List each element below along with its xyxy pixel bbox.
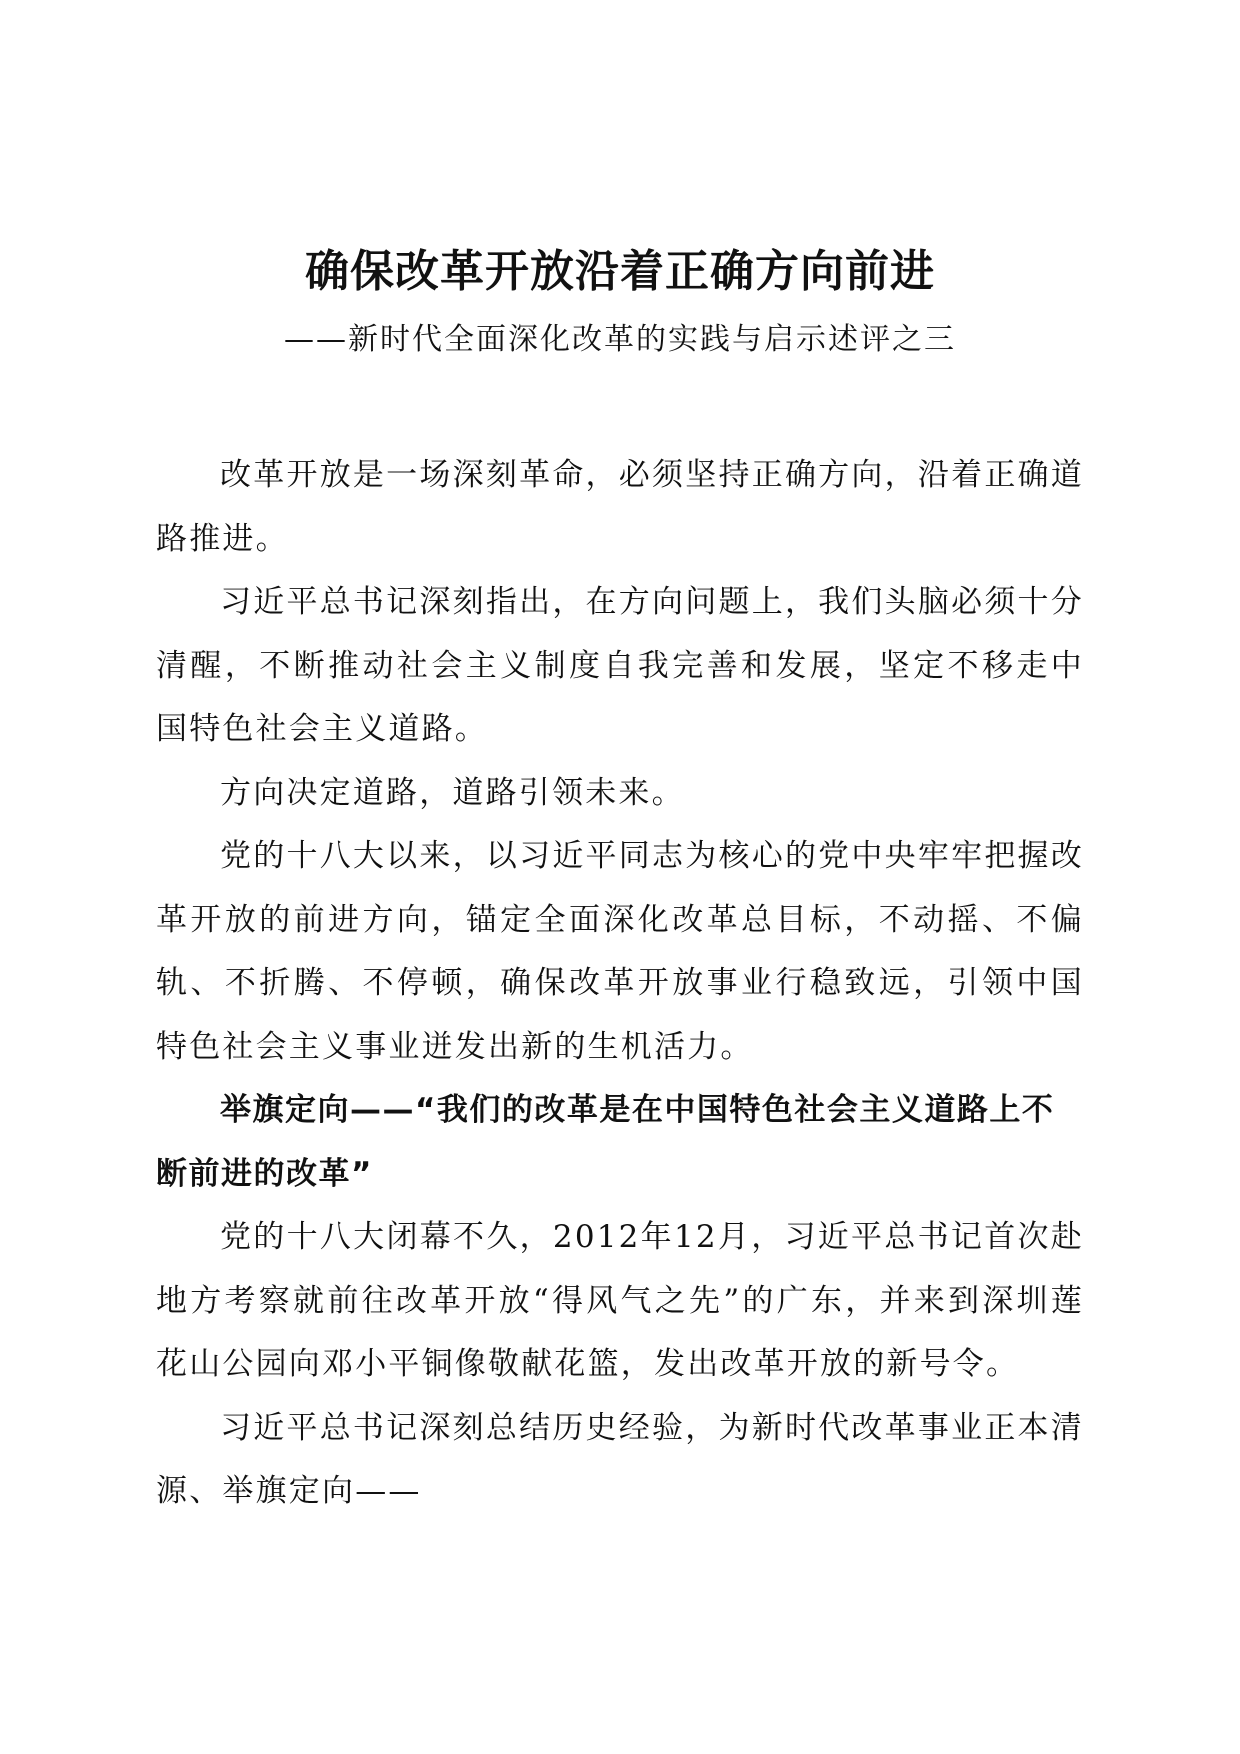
paragraph: 党的十八大以来，以习近平同志为核心的党中央牢牢把握改革开放的前进方向，锚定全面深化改革总目标，不动摇、不偏轨、不折腾、不停顿，确保改革开放事业行稳致远，引领中国特色社会主义事业迸发出新的生机活力。 [156,838,1084,1065]
paragraph: 习近平总书记深刻指出，在方向问题上，我们头脑必须十分清醒，不断推动社会主义制度自我完善和发展，坚定不移走中国特色社会主义道路。 [156,584,1084,747]
section-heading: 举旗定向——“我们的改革是在中国特色社会主义道路上不断前进的改革” [156,1092,1055,1192]
document-title: 确保改革开放沿着正确方向前进 [305,246,935,297]
paragraph: 习近平总书记深刻总结历史经验，为新时代改革事业正本清源、举旗定向—— [156,1409,1084,1509]
paragraph: 改革开放是一场深刻革命，必须坚持正确方向，沿着正确道路推进。 [156,457,1084,557]
document-subtitle: ——新时代全面深化改革的实践与启示述评之三 [284,322,956,357]
paragraph: 党的十八大闭幕不久，2012年12月，习近平总书记首次赴地方考察就前往改革开放“得风气之先”的广东，并来到深圳莲花山公园向邓小平铜像敬献花篮，发出改革开放的新号令。 [156,1219,1084,1382]
paragraph: 方向决定道路，道路引领未来。 [220,774,685,811]
document-body [156,444,1084,1524]
